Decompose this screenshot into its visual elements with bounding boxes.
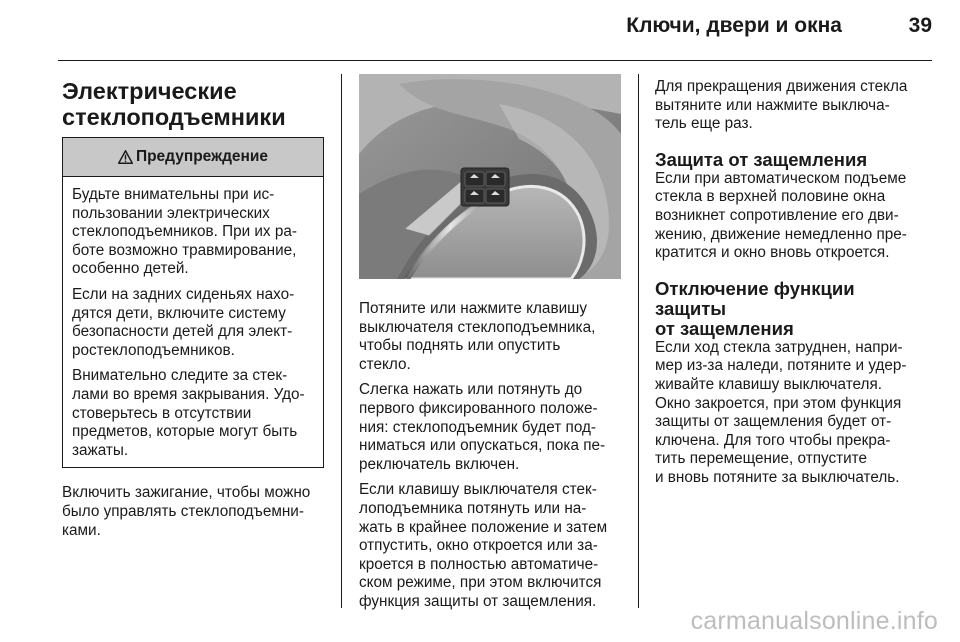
warning-body [63,177,323,467]
body-paragraph: Для прекращения движения стекла вытяните или нажмите выключа- тель еще раз. [655,78,908,133]
disable-anti-pinch-heading: Отключение функции защиты от защемления [655,277,855,339]
page-header-title: Ключи, двери и окна [626,14,842,37]
warning-paragraph: Если на задних сиденьях нахо- дятся дети, включите систему безопасности детей для элект- ростеклоподъемников. [72,285,295,359]
warning-label: Предупреждение [135,148,269,165]
anti-pinch-heading: Защита от защемления [655,148,868,170]
warning-header [63,138,323,177]
warning-paragraph: Будьте внимательны при ис- пользовании электрических стеклоподъемников. При их ра- боте возможно травмирование, особенно детей. [72,186,297,278]
ignition-paragraph: Включить зажигание, чтобы можно было управлять стеклоподъемни- ками. [62,484,311,539]
window-switch-photo [359,74,621,279]
warning-paragraph: Внимательно следите за стек- лами во время закрывания. Удо- стоверьтесь в отсутствии предметов, которые могут быть зажаты. [72,367,305,459]
warning-triangle-icon [118,150,133,164]
column-2 [359,74,621,612]
warning-box [62,137,324,468]
section-title: Электрические стеклоподъемники [62,78,286,130]
body-paragraph: Если ход стекла затруднен, напри- мер из-за наледи, потяните и удер- живайте клавишу выключателя. Окно закроется, при этом функция защиты от защемления будет от- ключена. Для того чтобы прекра- тить перемещение, отпустите и вновь потяните за выключатель. [655,338,907,486]
body-paragraph: Потяните или нажмите клавишу выключателя стеклоподъемника, чтобы поднять или опустить стекло. [359,300,596,373]
column-divider-1 [341,74,342,608]
column-3 [655,78,925,488]
body-paragraph: Если клавишу выключателя стек- лоподъемника потянуть или на- жать в крайнее положение и затем отпустить, окно откроется или за- кроется в полностью автоматиче- ском режиме, при этом включится функция защиты от защемления. [359,481,608,610]
column-1 [62,78,324,540]
header-divider [58,60,932,61]
watermark: carmanualsonline.info [690,607,938,635]
column-divider-2 [638,74,639,608]
body-paragraph: Слегка нажать или потянуть до первого фиксированного положе- ния: стеклоподъемник будет под- ниматься или опускаться, пока пе- реключатель включен. [359,381,606,473]
door-panel-illustration [359,74,621,279]
body-paragraph: Если при автоматическом подъеме стекла в верхней половине окна возникнет сопротивление его дви- жению, движение немедленно пре- кратится и окно вновь откроется. [655,169,907,262]
page-number: 39 [908,14,932,37]
